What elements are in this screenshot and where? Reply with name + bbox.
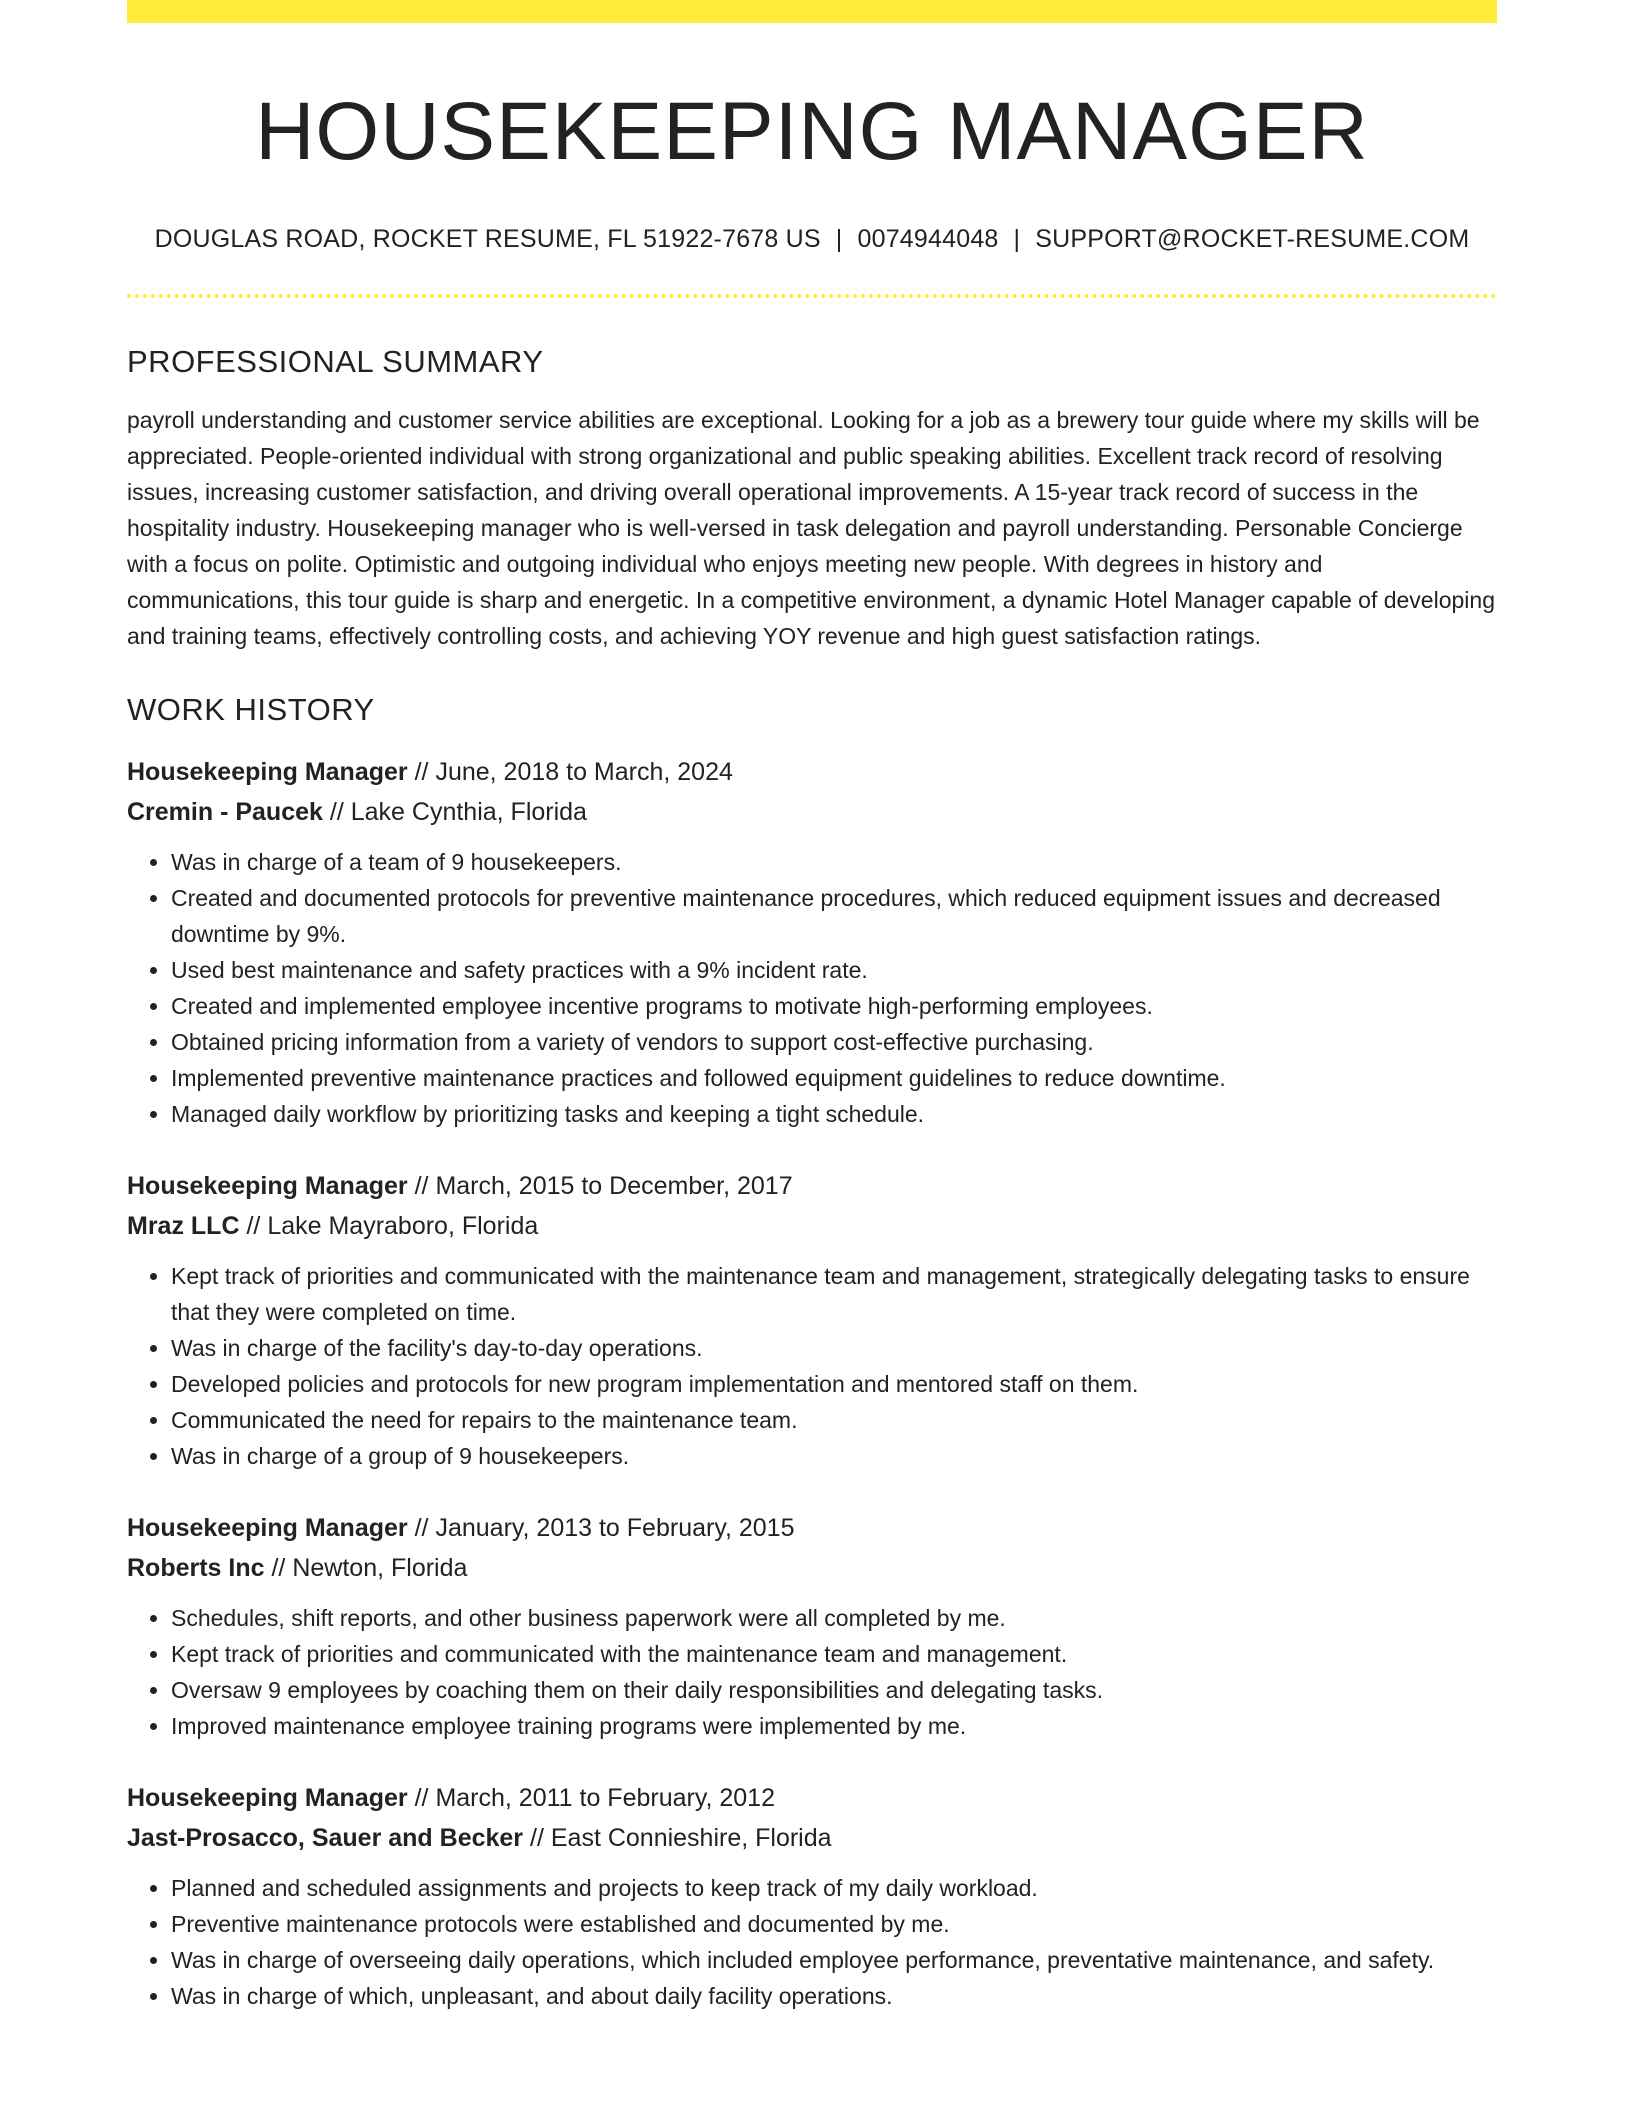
job-bullet: • Planned and scheduled assignments and projects to keep track of my daily workload. — [171, 1870, 1497, 1906]
job-entry — [127, 1508, 1497, 1744]
company-separator: // — [246, 1212, 261, 1241]
job-dates: March, 2011 to February, 2012 — [435, 1784, 775, 1813]
title-separator: // — [414, 1514, 429, 1543]
job-bullet: • Obtained pricing information from a variety of vendors to support cost-effective purchasing. — [171, 1024, 1497, 1060]
job-bullet-list — [127, 844, 1497, 1132]
job-bullet: • Created and implemented employee incentive programs to motivate high-performing employees. — [171, 988, 1497, 1024]
job-company-line — [127, 1548, 1497, 1588]
job-bullet: • Created and documented protocols for preventive maintenance procedures, which reduced equipment issues and decreased downtime by 9%. — [171, 880, 1497, 952]
job-company-line — [127, 1206, 1497, 1246]
job-title-line — [127, 752, 1497, 792]
resume-title: HOUSEKEEPING MANAGER — [255, 86, 1369, 177]
job-bullet: • Schedules, shift reports, and other business paperwork were all completed by me. — [171, 1600, 1497, 1636]
contact-separator: | — [835, 225, 843, 254]
job-bullet: • Was in charge of a team of 9 housekeepers. — [171, 844, 1497, 880]
job-company-line — [127, 792, 1497, 832]
company-separator: // — [530, 1824, 544, 1853]
job-company: Cremin - Paucek — [127, 798, 323, 827]
job-title: Housekeeping Manager — [127, 1172, 408, 1201]
job-bullet: • Communicated the need for repairs to the maintenance team. — [171, 1402, 1497, 1438]
job-bullet-list — [127, 1870, 1497, 2014]
job-title-line — [127, 1508, 1497, 1548]
job-bullet: • Was in charge of which, unpleasant, and about daily facility operations. — [171, 1978, 1497, 2014]
contact-separator: | — [1013, 225, 1021, 254]
header-divider — [127, 294, 1497, 298]
job-bullet: • Kept track of priorities and communicated with the maintenance team and management. — [171, 1636, 1497, 1672]
company-separator: // — [271, 1554, 286, 1583]
company-separator: // — [329, 798, 344, 827]
job-bullet: • Was in charge of overseeing daily operations, which included employee performance, preventative maintenance, and safety. — [171, 1942, 1497, 1978]
job-location: East Connieshire, Florida — [550, 1824, 832, 1853]
work-history-heading: WORK HISTORY — [127, 692, 375, 728]
resume-page — [127, 0, 1497, 2014]
contact-email: SUPPORT@ROCKET-RESUME.COM — [1035, 225, 1470, 254]
job-company: Jast-Prosacco, Sauer and Becker — [127, 1824, 524, 1853]
job-bullet: • Was in charge of a group of 9 housekeepers. — [171, 1438, 1497, 1474]
job-dates: March, 2015 to December, 2017 — [435, 1172, 793, 1201]
job-entry — [127, 752, 1497, 1132]
job-company-line — [127, 1818, 1497, 1858]
job-bullet-list — [127, 1258, 1497, 1474]
job-bullet: • Developed policies and protocols for new program implementation and mentored staff on them. — [171, 1366, 1497, 1402]
job-title: Housekeeping Manager — [127, 758, 408, 787]
title-separator: // — [414, 1172, 429, 1201]
job-title: Housekeeping Manager — [127, 1514, 408, 1543]
job-dates: January, 2013 to February, 2015 — [435, 1514, 795, 1543]
job-bullet: • Used best maintenance and safety practices with a 9% incident rate. — [171, 952, 1497, 988]
job-bullet: • Preventive maintenance protocols were established and documented by me. — [171, 1906, 1497, 1942]
contact-line — [127, 225, 1497, 254]
job-company: Mraz LLC — [127, 1212, 240, 1241]
job-title-line — [127, 1778, 1497, 1818]
summary-text: payroll understanding and customer service abilities are exceptional. Looking for a job as a brewery tour guide where my skills will be appreciated. People-oriented individual with strong organizational and public speaking abilities. Excellent track record of resolving issues, increasing customer satisfaction, and driving overall operational improvements. A 15-year track record of success in the hospitality industry. Housekeeping manager who is well-versed in task delegation and payroll understanding. Personable Concierge with a focus on polite. Optimistic and outgoing individual who enjoys meeting new people. With degrees in history and communications, this tour guide is sharp and energetic. In a competitive environment, a dynamic Hotel Manager capable of developing and training teams, effectively controlling costs, and achieving YOY revenue and high guest satisfaction ratings. — [127, 407, 1495, 650]
job-bullet-list — [127, 1600, 1497, 1744]
contact-address: DOUGLAS ROAD, ROCKET RESUME, FL 51922-7678 US — [154, 225, 821, 254]
title-separator: // — [414, 1784, 429, 1813]
job-bullet: • Oversaw 9 employees by coaching them on their daily responsibilities and delegating tasks. — [171, 1672, 1497, 1708]
job-bullet: • Was in charge of the facility's day-to-day operations. — [171, 1330, 1497, 1366]
job-dates: June, 2018 to March, 2024 — [435, 758, 733, 787]
summary-heading: PROFESSIONAL SUMMARY — [127, 344, 544, 380]
job-location: Lake Mayraboro, Florida — [267, 1212, 539, 1241]
job-title: Housekeeping Manager — [127, 1784, 408, 1813]
job-location: Lake Cynthia, Florida — [350, 798, 587, 827]
job-entry — [127, 1166, 1497, 1474]
job-bullet: • Kept track of priorities and communicated with the maintenance team and management, strategically delegating tasks to ensure that they were completed on time. — [171, 1258, 1497, 1330]
job-bullet: • Improved maintenance employee training programs were implemented by me. — [171, 1708, 1497, 1744]
job-bullet: • Managed daily workflow by prioritizing tasks and keeping a tight schedule. — [171, 1096, 1497, 1132]
top-accent-bar — [127, 0, 1497, 23]
job-title-line — [127, 1166, 1497, 1206]
work-history-list — [127, 752, 1497, 2014]
job-company: Roberts Inc — [127, 1554, 265, 1583]
contact-phone: 0074944048 — [857, 225, 999, 254]
job-bullet: • Implemented preventive maintenance practices and followed equipment guidelines to reduce downtime. — [171, 1060, 1497, 1096]
title-separator: // — [414, 758, 429, 787]
job-location: Newton, Florida — [292, 1554, 468, 1583]
job-entry — [127, 1778, 1497, 2014]
